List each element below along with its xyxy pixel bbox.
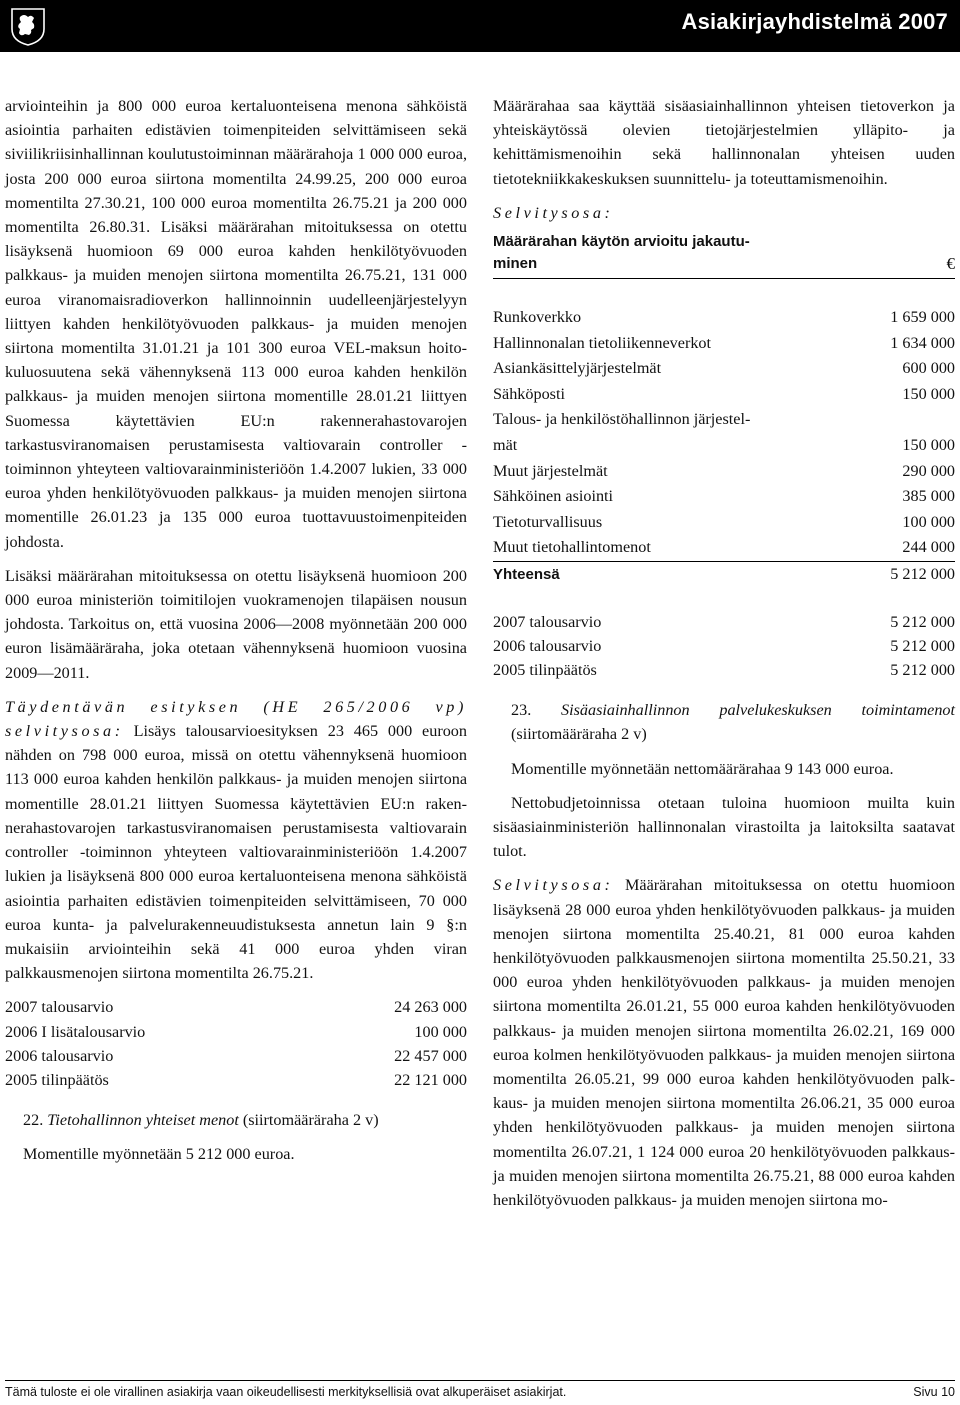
paragraph: Nettobudjetoinnissa otetaan tuloina huomioon muilta kuin sisäasiainministeriön hallinnonalan virastoilta ja laitoksilta saatavat tulot. xyxy=(493,793,955,861)
paragraph: Määrärahaa saa käyttää sisäasiainhallinnon yhteisen tietoverkon ja yhteiskäytössä olevien tietojärjestelmien ylläpito- ja kehittämismenoihin sekä hallinnonalan yhteisen uuden tietotekniikkakeskuksen suunnittelu- ja toteuttamismenoihin. xyxy=(493,97,955,188)
total-row: Yhteensä 5 212 000 xyxy=(493,561,955,587)
table-row: 2006 talousarvio 22 457 000 xyxy=(5,1046,467,1065)
budget-table xyxy=(493,610,955,683)
paragraph: arviointeihin ja 800 000 euroa kertaluonteisena menona sähköistä asiointia parhaiten edistävien toimenpiteiden selvittämiseen sekä siviilikriisinhallinnan koulutustoiminnan määrärahoja 1 000 000 euroa, josta 200 000 euroa siirtona momentilta 24.99.25, 200 000 euroa momentilta 27.30.21, 100 000 euroa momentilta 26.75.21 ja 200 000 momentilta 26.80.31. Lisäksi määrärahan mitoituksessa on otettu lisäyksenä huomioon 69 000 euroa kahden henkilötyövuoden palkkaus- ja muiden menojen siirtona momentilta 26.75.21, 131 000 euroa viranomaisradioverkon hallinnoinnin uudelleenjärjestelyyn liittyen kahden henkilötyövuoden palkkaus- ja muiden menojen siirtona momentilta 31.01.21 ja 101 300 euroa VEL-maksun hoitokuluosuutena sekä vähennyksenä 113 000 euroa kahden henkilön palkkaus- ja muiden menojen siirtona momentille 28.01.21 liittyen Suomessa käytettävien EU:n rakennerahastovarojen tarkastusviranomaisen perustamisesta valtiovarain controller -toiminnon yhteyteen valtiovarainministeriöön 1.4.2007 lukien, 33 000 euroa yhden henkilötyövuoden palkkaus- ja muiden menojen siirtona momentille 26.01.23 ja 135 000 euroa tuottavuustoimenpiteiden johdosta. xyxy=(5,97,467,551)
paragraph: Selvitysosa: Määrärahan mitoituksessa on otettu huomioon lisäyksenä 28 000 euroa yhden henkilötyövuoden palkkaus- ja muiden menojen siirtona momentilta 25.40.21, 81 000 euroa kahden henkilötyövuoden palkkausmenojen siirtona momentilta 25.50.21, 33 000 euroa yhden henkilötyövuoden palkkaus- ja muiden menojen siirtona momentilta 26.01.21, 55 000 euroa kahden henkilötyövuoden palkkaus- ja muiden menojen siirtona momentilta 26.02.21, 169 000 euroa kolmen henkilötyövuoden palkkaus- ja muiden menojen siirtona momentilta 26.05.21, 99 000 euroa kahden henkilötyövuoden palkkaus- ja muiden menojen siirtona momentilta 26.06.21, 35 000 euroa yhden henkilötyövuoden palkkaus- ja muiden menojen siirtona momentilta 26.07.21, 1 124 000 euroa 20 henkilötyövuoden palkkaus- ja muiden menojen siirtona momentilta 26.75.21, 88 000 euroa kahden henkilötyövuoden palkkaus- ja muiden menojen siirtona mo- xyxy=(493,876,955,1210)
footer-disclaimer: Tämä tuloste ei ole virallinen asiakirja vaan oikeudellisesti merkityksellisiä ovat alkuperäiset asiakirjat. xyxy=(5,1385,567,1399)
right-column xyxy=(493,94,955,1222)
left-column xyxy=(5,94,467,1177)
table-row: Muut tietohallintomenot 244 000 xyxy=(493,538,955,557)
paragraph: Momentille myönnetään 5 212 000 euroa. xyxy=(23,1145,295,1164)
section-heading: 23. Sisäasiainhallinnon palvelukeskuksen toimintamenot (siirtomääräraha 2 v) xyxy=(511,701,956,744)
lion-crest-icon xyxy=(8,5,48,47)
table-row: Asiankäsittelyjärjestelmät 600 000 xyxy=(493,359,955,378)
table-row: Runkoverkko 1 659 000 xyxy=(493,308,955,327)
budget-table xyxy=(5,995,467,1092)
paragraph: Lisäksi määrärahan mitoituksessa on otettu lisäyksenä huomioon 200 000 euroa ministeriön toimitilojen vuokramenojen tilapäisen nousun johdosta. Tarkoitus on, että vuosina 2006—2008 myönnetään 200 000 euron lisämääräraha, joka otetaan vähennyksenä huomioon vuosina 2009—2011. xyxy=(5,566,467,682)
table-row: 2005 tilinpäätös 5 212 000 xyxy=(493,660,955,679)
table-row: Tietoturvallisuus 100 000 xyxy=(493,512,955,531)
allocation-table xyxy=(493,305,955,588)
table-row: Sähköposti 150 000 xyxy=(493,384,955,403)
table-row: 2005 tilinpäätös 22 121 000 xyxy=(5,1070,467,1089)
page-number: Sivu 10 xyxy=(913,1385,955,1399)
selvitysosa-heading: Selvitysosa: xyxy=(493,203,614,222)
paragraph: Täydentävän esityksen (HE 265/2006 vp) selvitysosa: Lisäys talousarvioesityksen 23 465 000 euroon nähden on 798 000 euroa, missä on otettu vähennyksenä huomioon 113 000 euroa kahden henkilön palkkaus- ja muiden menojen siirtona momentille 28.01.21 liittyen Suomessa käytettävien EU:n rakennerahastovarojen tarkastusviranomaisen perustamisesta valtiovarain controller -toiminnon yhteyteen valtiovarainministeriöön 1.4.2007 lukien ja lisäyksenä 800 000 euroa kertaluonteisena menona sähköistä asiointia parhaiten edistävien toimenpiteiden selvittämiseen, 70 000 euroa kunta- ja palvelurakenneuudistuksesta annetun lain 9 §:n mukaisiin arviointeihin sekä 41 000 euroa yhden viran palkkausmenojen siirtona momentilta 26.75.21. xyxy=(5,697,467,983)
table-row: Sähköinen asiointi 385 000 xyxy=(493,487,955,506)
table-row: 2006 I lisätalousarvio 100 000 xyxy=(5,1022,467,1041)
allocation-heading: Määrärahan käytön arvioitu jakautu- minen € xyxy=(493,231,955,279)
header-bar xyxy=(0,0,960,52)
footer-divider xyxy=(5,1380,955,1381)
section-heading: 22. Tietohallinnon yhteiset menot (siirtomääräraha 2 v) xyxy=(23,1111,379,1130)
table-row: Muut järjestelmät 290 000 xyxy=(493,461,955,480)
document-title: Asiakirjayhdistelmä 2007 xyxy=(681,9,948,34)
table-row: 2007 talousarvio 5 212 000 xyxy=(493,612,955,631)
euro-sign: € xyxy=(946,254,955,274)
table-row: Hallinnonalan tietoliikenneverkot 1 634 000 xyxy=(493,333,955,352)
table-row: 2007 talousarvio 24 263 000 xyxy=(5,998,467,1017)
spaced-heading: Täydentävän esityksen (HE 265/2006 vp) selvitysosa: xyxy=(5,697,467,741)
table-row: 2006 talousarvio 5 212 000 xyxy=(493,636,955,655)
table-row: Talous- ja henkilöstöhallinnon järjestel- mät 150 000 xyxy=(493,410,955,454)
paragraph: Momentille myönnetään nettomäärärahaa 9 143 000 euroa. xyxy=(511,759,894,778)
